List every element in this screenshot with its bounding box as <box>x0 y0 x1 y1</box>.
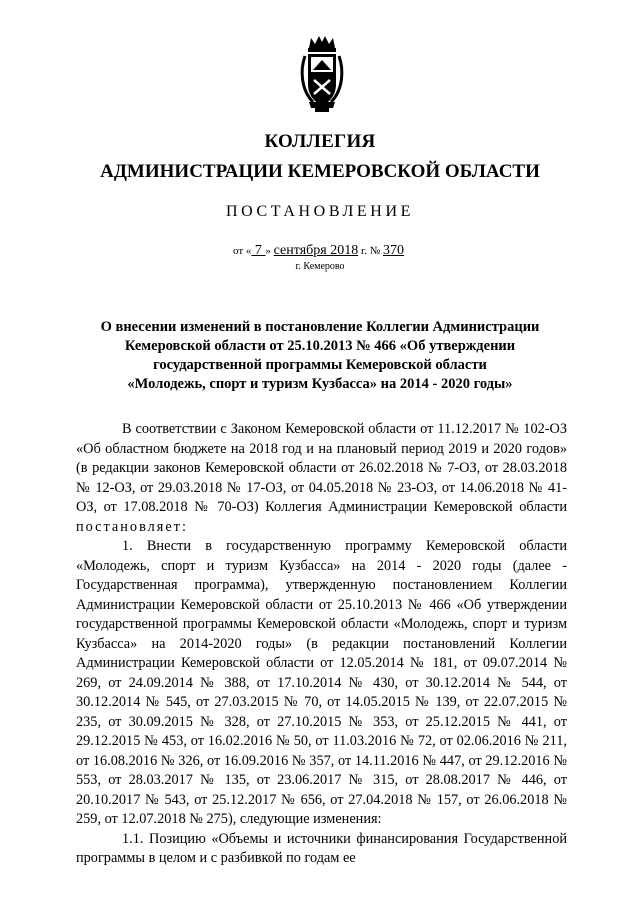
title-line: «Молодежь, спорт и туризм Кузбасса» на 2014 - 2020 годы» <box>127 376 513 392</box>
date-suffix: г. № <box>358 245 383 257</box>
city-name: г. Кемерово <box>295 261 345 272</box>
resolves-word: постановляет <box>76 518 182 535</box>
document-body <box>76 420 567 869</box>
date-day: 7 <box>251 243 266 258</box>
date-prefix: от « <box>233 245 252 257</box>
title-line: государственной программы Кемеровской области <box>153 357 487 373</box>
date-line <box>233 243 404 259</box>
document-type: ПОСТАНОВЛЕНИЕ <box>226 203 414 220</box>
document-title <box>60 318 580 394</box>
document-number: 370 <box>382 243 404 258</box>
paragraph-item-1-1: 1.1. Позицию «Объемы и источники финансирования Государственной программы в целом и с разбивкой по годам ее <box>76 830 567 866</box>
title-line: О внесении изменений в постановление Коллегии Администрации <box>100 319 540 335</box>
org-name-line1: КОЛЛЕГИЯ <box>264 131 376 152</box>
kemerovo-coat-of-arms-icon <box>299 34 345 114</box>
paragraph-item-1: 1. Внести в государственную программу Кемеровской области «Молодежь, спорт и туризм Кузбасса» на 2014 - 2020 годы (далее - Государственная программа), утвержденную постановлением Коллегии Администрации Кемеровской области от 25.10.2013 № 466 «Об утверждении государственной программы Кемеровской области «Молодежь, спорт и туризм Кузбасса» на 2014-2020 годы» (в редакции постановлений Коллегии Администрации Кемеровской области от 12.05.2014 № 181, от 09.07.2014 № 269, от 24.09.2014 № 388, от 17.10.2014 № 430, от 30.12.2014 № 544, от 30.12.2014 № 545, от 27.03.2015 № 70, от 14.05.2015 № 139, от 22.07.2015 № 235, от 30.09.2015 № 328, от 27.10.2015 № 353, от 25.12.2015 № 441, от 29.12.2015 № 453, от 16.02.2016 № 50, от 11.03.2016 № 72, от 02.06.2016 № 211, от 16.08.2016 № 326, от 16.09.2016 № 357, от 14.11.2016 № 447, от 29.12.2016 № 553, от 28.03.2017 № 135, от 23.06.2017 № 315, от 28.08.2017 № 446, от 20.10.2017 № 543, от 25.12.2017 № 656, от 27.04.2018 № 157, от 26.06.2018 № 259, от 12.07.2018 № 275), следующие изменения: <box>76 538 567 827</box>
date-month-year: сентября 2018 <box>273 243 359 258</box>
title-line: Кемеровской области от 25.10.2013 № 466 «Об утверждении <box>124 338 516 354</box>
preamble-end: : <box>181 518 186 535</box>
org-name-line2: АДМИНИСТРАЦИИ КЕМЕРОВСКОЙ ОБЛАСТИ <box>100 161 540 182</box>
paragraph-preamble <box>76 420 567 537</box>
preamble-text: В соответствии с Законом Кемеровской области от 11.12.2017 № 102-ОЗ «Об областном бюджете на 2018 год и на плановый период 2019 и 2020 годов» (в редакции законов Кемеровской области от 26.02.2018 № 7-ОЗ, от 28.03.2018 № 12-ОЗ, от 29.03.2018 № 17-ОЗ, от 04.05.2018 № 23-ОЗ, от 14.06.2018 № 41-ОЗ, от 17.08.2018 № 70-ОЗ) Коллегия Администрации Кемеровской области <box>76 421 567 515</box>
date-mid: » <box>265 245 274 257</box>
